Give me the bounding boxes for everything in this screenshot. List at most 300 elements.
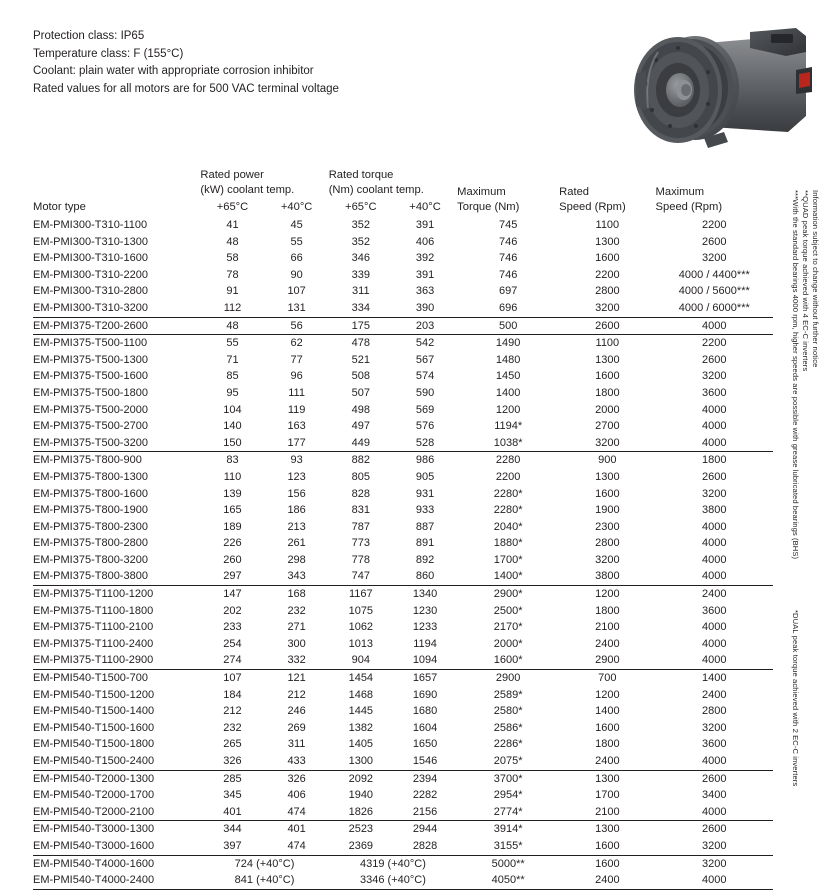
cell-value: 150 xyxy=(223,436,242,449)
table-row xyxy=(33,619,773,636)
cell-value: 107 xyxy=(200,670,264,687)
cell-motor-type: EM-PMI375-T500-1600 xyxy=(33,370,148,383)
cell-value: 156 xyxy=(287,487,306,500)
cell-value: 1480 xyxy=(495,353,521,366)
cell-value: 93 xyxy=(265,452,329,469)
table-row xyxy=(33,385,773,402)
cell-value: 213 xyxy=(287,520,306,533)
cell-value: 986 xyxy=(393,452,457,469)
cell-value: 1400* xyxy=(493,570,523,583)
cell-value: 1546 xyxy=(412,755,438,767)
cell-motor-type: EM-PMI375-T800-1300 xyxy=(33,470,148,483)
table-row xyxy=(33,821,773,838)
cell-value: 3200 xyxy=(656,855,773,872)
cell-value: 2900* xyxy=(457,586,559,603)
motor-specification-table xyxy=(33,168,773,890)
cell-value: 110 xyxy=(223,470,242,483)
cell-value: 41 xyxy=(226,219,239,231)
cell-value: 1445 xyxy=(348,705,374,718)
cell-value: 2944 xyxy=(393,821,457,838)
cell-value: 123 xyxy=(287,470,306,483)
cell-motor-type: EM-PMI540-T3000-1600 xyxy=(33,839,155,852)
cell-value: 4000 xyxy=(702,654,727,667)
cell-value: 1300 xyxy=(559,770,655,787)
cell-value: 352 xyxy=(351,219,370,231)
cell-value: 2200 xyxy=(656,335,773,352)
cell-value: 392 xyxy=(415,252,435,265)
cell-value: 497 xyxy=(351,420,370,433)
table-row xyxy=(33,250,773,267)
cell-value: 1700 xyxy=(595,789,620,802)
cell-motor-type: EM-PMI300-T310-1600 xyxy=(33,252,148,265)
table-row xyxy=(33,217,773,234)
table-row xyxy=(33,418,773,435)
cell-value: 406 xyxy=(287,789,306,802)
cell-value: 78 xyxy=(226,268,239,281)
table-row xyxy=(33,568,773,585)
cell-motor-type: EM-PMI375-T1100-1200 xyxy=(33,586,200,603)
cell-value: 1233 xyxy=(412,621,438,634)
cell-value: 1826 xyxy=(348,805,374,818)
cell-value: 83 xyxy=(200,452,264,469)
cell-value: 1400 xyxy=(495,386,521,399)
table-row xyxy=(33,469,773,486)
cell-value: 1194* xyxy=(494,420,523,433)
cell-value: 2600 xyxy=(702,353,727,366)
cell-value: 1600* xyxy=(493,654,523,667)
cell-value: 574 xyxy=(415,370,435,383)
cell-value: 500 xyxy=(457,317,559,335)
table-row xyxy=(33,267,773,284)
cell-motor-type: EM-PMI375-T1100-2100 xyxy=(33,621,154,634)
table-row xyxy=(33,283,773,300)
cell-value: 4000 xyxy=(702,621,727,634)
table-row xyxy=(33,855,773,872)
cell-value: 828 xyxy=(351,487,370,500)
cell-value: 1700* xyxy=(493,553,523,566)
cell-value: 45 xyxy=(290,219,303,231)
cell-value: 119 xyxy=(287,403,306,416)
cell-value: 147 xyxy=(200,586,264,603)
cell-value: 521 xyxy=(351,353,370,366)
cell-motor-type: EM-PMI375-T500-2000 xyxy=(33,403,148,416)
col-maximum-torque: Maximum Torque (Nm) xyxy=(457,186,520,213)
cell-value: 860 xyxy=(415,570,435,583)
cell-value: 2100 xyxy=(595,621,620,634)
cell-value: 697 xyxy=(498,285,518,298)
cell-value: 478 xyxy=(329,335,393,352)
cell-motor-type: EM-PMI540-T2000-1300 xyxy=(33,770,200,787)
cell-value: 165 xyxy=(223,504,242,517)
cell-value: 2000* xyxy=(493,637,523,650)
cell-value: 2580* xyxy=(493,705,523,718)
cell-value: 91 xyxy=(226,285,239,298)
cell-value: 4000 / 6000*** xyxy=(678,301,750,314)
cell-value: 345 xyxy=(223,789,242,802)
col-motor-type: Motor type xyxy=(33,201,86,213)
side-note-triple-star: ***With the standard bearings 4000 rpm, higher speeds are possible with grease lubricated bearings (BHS) xyxy=(791,190,800,560)
cell-value: 391 xyxy=(415,268,435,281)
cell-value: 433 xyxy=(287,755,306,767)
cell-value: 2282 xyxy=(412,789,438,802)
cell-value: 401 xyxy=(265,821,329,838)
cell-value: 2369 xyxy=(348,839,374,852)
cell-value: 175 xyxy=(329,317,393,335)
cell-value: 1800 xyxy=(595,738,620,751)
cell-value: 892 xyxy=(415,553,435,566)
cell-value: 55 xyxy=(200,335,264,352)
cell-motor-type: EM-PMI540-T2000-1700 xyxy=(33,789,155,802)
cell-value: 261 xyxy=(287,537,306,550)
cell-motor-type: EM-PMI375-T800-2800 xyxy=(33,537,148,550)
cell-value: 3200 xyxy=(595,301,620,314)
note-protection-class: Protection class: IP65 xyxy=(33,30,145,42)
cell-value: 3600 xyxy=(702,738,727,751)
cell-motor-type: EM-PMI300-T310-2800 xyxy=(33,285,148,298)
cell-value: 3600 xyxy=(702,604,727,617)
cell-value: 344 xyxy=(200,821,264,838)
cell-value: 1600 xyxy=(595,370,620,383)
cell-value: 5000** xyxy=(457,855,559,872)
cell-value: 528 xyxy=(415,436,435,449)
cell-value: 2200 xyxy=(702,219,727,231)
cell-value: 95 xyxy=(226,386,239,399)
cell-value: 1657 xyxy=(393,670,457,687)
cell-value: 778 xyxy=(351,553,370,566)
col-rated-speed: Rated Speed (Rpm) xyxy=(559,186,626,213)
cell-value: 805 xyxy=(351,470,370,483)
cell-motor-type: EM-PMI375-T800-1600 xyxy=(33,487,148,500)
cell-value: 746 xyxy=(498,235,518,248)
cell-value: 2100 xyxy=(595,805,620,818)
cell-value: 4000 xyxy=(702,805,727,818)
side-note-single-star: *DUAL peak torque achieved with 2 EC-C inverters xyxy=(791,610,800,787)
cell-value: 66 xyxy=(290,252,303,265)
cell-motor-type: EM-PMI375-T500-1100 xyxy=(33,335,200,352)
cell-value: 390 xyxy=(415,301,435,314)
cell-value: 1600 xyxy=(595,487,620,500)
cell-value: 2600 xyxy=(559,317,655,335)
cell-value: 2280* xyxy=(493,504,523,517)
cell-value: 696 xyxy=(498,301,518,314)
cell-value: 311 xyxy=(352,285,370,298)
cell-value: 4000 xyxy=(702,755,727,767)
cell-value: 1100 xyxy=(595,219,620,231)
cell-value: 232 xyxy=(287,604,306,617)
cell-value: 2092 xyxy=(329,770,393,787)
cell-motor-type: EM-PMI540-T1500-1200 xyxy=(33,688,155,701)
cell-motor-type: EM-PMI375-T800-3800 xyxy=(33,570,148,583)
cell-value: 567 xyxy=(415,353,435,366)
cell-value: 1038* xyxy=(493,436,523,449)
cell-value: 189 xyxy=(223,520,242,533)
cell-value: 177 xyxy=(287,436,306,449)
cell-value: 202 xyxy=(223,604,242,617)
cell-value: 168 xyxy=(265,586,329,603)
col-rated-power: Rated power (kW) coolant temp. xyxy=(200,169,295,196)
cell-value: 2170* xyxy=(493,621,523,634)
cell-value: 1405 xyxy=(348,738,374,751)
cell-value: 163 xyxy=(287,420,306,433)
cell-value: 590 xyxy=(415,386,435,399)
electric-motor-photo xyxy=(600,22,815,157)
cell-value: 904 xyxy=(351,654,370,667)
cell-value: 1454 xyxy=(329,670,393,687)
cell-value: 1075 xyxy=(348,604,374,617)
cell-value: 2400 xyxy=(595,755,620,767)
cell-value: 2900 xyxy=(457,670,559,687)
cell-value: 508 xyxy=(351,370,370,383)
cell-value: 2000 xyxy=(595,403,620,416)
cell-value: 260 xyxy=(223,553,242,566)
side-note-double-star: **QUAD peak torque achieved with 4 EC-C inverters xyxy=(801,190,810,372)
table-row xyxy=(33,670,773,687)
cell-value: 474 xyxy=(287,839,306,852)
cell-value: 746 xyxy=(498,268,518,281)
cell-value: 326 xyxy=(265,770,329,787)
cell-motor-type: EM-PMI375-T500-1300 xyxy=(33,353,148,366)
cell-value: 2394 xyxy=(393,770,457,787)
cell-value: 882 xyxy=(329,452,393,469)
table-row xyxy=(33,770,773,787)
table-row xyxy=(33,519,773,536)
cell-value: 246 xyxy=(287,705,306,718)
cell-value: 1800 xyxy=(595,604,620,617)
cell-value: 887 xyxy=(415,520,435,533)
col-rated-torque: Rated torque (Nm) coolant temp. xyxy=(328,169,424,196)
cell-value: 2156 xyxy=(412,805,438,818)
cell-value: 3400 xyxy=(702,789,727,802)
cell-value: 569 xyxy=(415,403,435,416)
cell-value: 4000 xyxy=(656,317,773,335)
cell-value: 4319 (+40°C) xyxy=(329,855,457,872)
cell-value: 3346 (+40°C) xyxy=(329,872,457,889)
cell-value: 841 (+40°C) xyxy=(200,872,328,889)
cell-value: 745 xyxy=(498,219,518,231)
cell-motor-type: EM-PMI375-T500-3200 xyxy=(33,436,148,449)
cell-value: 104 xyxy=(223,403,242,416)
cell-value: 498 xyxy=(351,403,370,416)
cell-value: 4000 xyxy=(702,570,727,583)
cell-value: 2800 xyxy=(595,537,620,550)
table-row xyxy=(33,234,773,251)
cell-value: 271 xyxy=(287,621,306,634)
cell-value: 576 xyxy=(415,420,435,433)
cell-motor-type: EM-PMI540-T1500-1400 xyxy=(33,705,155,718)
cell-value: 3155* xyxy=(493,839,523,852)
cell-value: 1600 xyxy=(595,839,620,852)
cell-value: 1800 xyxy=(595,386,620,399)
cell-value: 474 xyxy=(287,805,306,818)
table-row xyxy=(33,435,773,452)
cell-value: 48 xyxy=(226,235,239,248)
cell-value: 346 xyxy=(351,252,370,265)
cell-value: 48 xyxy=(200,317,264,335)
cell-value: 1200 xyxy=(595,688,620,701)
cell-value: 787 xyxy=(351,520,370,533)
cell-value: 900 xyxy=(559,452,655,469)
cell-value: 1194 xyxy=(413,637,437,650)
table-row xyxy=(33,586,773,603)
note-coolant: Coolant: plain water with appropriate corrosion inhibitor xyxy=(33,65,314,77)
cell-value: 112 xyxy=(223,301,242,314)
cell-motor-type: EM-PMI375-T800-2300 xyxy=(33,520,148,533)
cell-value: 4000 / 4400*** xyxy=(678,268,750,281)
cell-value: 2600 xyxy=(702,235,727,248)
side-note-info: Information subject to change without further notice xyxy=(811,190,820,368)
cell-value: 4000 xyxy=(702,637,727,650)
cell-value: 2523 xyxy=(329,821,393,838)
cell-value: 406 xyxy=(415,235,435,248)
cell-value: 2280 xyxy=(457,452,559,469)
cell-value: 1167 xyxy=(329,586,393,603)
table-row xyxy=(33,804,773,821)
cell-value: 4000 xyxy=(702,520,727,533)
cell-value: 1400 xyxy=(656,670,773,687)
cell-value: 2600 xyxy=(656,821,773,838)
cell-value: 2828 xyxy=(412,839,438,852)
cell-value: 107 xyxy=(287,285,306,298)
subcol-power-40c: +40°C xyxy=(280,201,313,213)
cell-value: 254 xyxy=(223,637,242,650)
cell-motor-type: EM-PMI540-T1500-1600 xyxy=(33,721,155,734)
cell-value: 55 xyxy=(290,235,303,248)
cell-motor-type: EM-PMI540-T1500-1800 xyxy=(33,738,155,751)
cell-motor-type: EM-PMI540-T3000-1300 xyxy=(33,821,200,838)
cell-value: 2200 xyxy=(495,470,521,483)
cell-value: 274 xyxy=(223,654,242,667)
cell-motor-type: EM-PMI540-T1500-700 xyxy=(33,670,200,687)
cell-value: 401 xyxy=(223,805,242,818)
cell-value: 1680 xyxy=(412,705,438,718)
cell-value: 4000 xyxy=(702,420,727,433)
cell-value: 3200 xyxy=(595,553,620,566)
cell-value: 56 xyxy=(265,317,329,335)
cell-motor-type: EM-PMI375-T800-3200 xyxy=(33,553,148,566)
cell-value: 131 xyxy=(287,301,306,314)
cell-value: 121 xyxy=(265,670,329,687)
cell-value: 334 xyxy=(351,301,370,314)
cell-value: 3200 xyxy=(702,252,727,265)
cell-value: 2400 xyxy=(656,586,773,603)
table-row xyxy=(33,703,773,720)
cell-value: 1400 xyxy=(595,705,620,718)
cell-value: 352 xyxy=(351,235,370,248)
subcol-power-65c: +65°C xyxy=(216,201,249,213)
table-row xyxy=(33,452,773,469)
side-notes xyxy=(791,190,826,850)
cell-value: 332 xyxy=(287,654,306,667)
cell-value: 1880* xyxy=(493,537,523,550)
table-row xyxy=(33,317,773,335)
cell-value: 1382 xyxy=(348,721,374,734)
cell-value: 1300 xyxy=(595,353,620,366)
cell-value: 2400 xyxy=(559,872,655,889)
cell-value: 2900 xyxy=(595,654,620,667)
cell-value: 186 xyxy=(287,504,306,517)
table-header-row-1 xyxy=(33,168,773,200)
cell-value: 724 (+40°C) xyxy=(200,855,328,872)
cell-value: 1300 xyxy=(348,755,374,767)
table-row xyxy=(33,787,773,804)
cell-value: 3914* xyxy=(457,821,559,838)
cell-value: 3200 xyxy=(595,436,620,449)
cell-motor-type: EM-PMI375-T200-2600 xyxy=(33,317,200,335)
cell-motor-type: EM-PMI540-T4000-1600 xyxy=(33,855,200,872)
cell-value: 1450 xyxy=(495,370,521,383)
cell-value: 4000 xyxy=(656,872,773,889)
cell-value: 2800 xyxy=(595,285,620,298)
cell-value: 542 xyxy=(393,335,457,352)
cell-value: 2280* xyxy=(493,487,523,500)
cell-value: 2500* xyxy=(493,604,523,617)
cell-value: 449 xyxy=(351,436,370,449)
cell-value: 1230 xyxy=(412,604,438,617)
cell-value: 2589* xyxy=(493,688,523,701)
cell-value: 933 xyxy=(415,504,435,517)
cell-value: 233 xyxy=(223,621,242,634)
cell-value: 747 xyxy=(351,570,370,583)
table-row xyxy=(33,502,773,519)
table-row xyxy=(33,352,773,369)
cell-motor-type: EM-PMI540-T1500-2400 xyxy=(33,755,155,767)
cell-value: 397 xyxy=(223,839,242,852)
cell-value: 773 xyxy=(351,537,370,550)
cell-value: 1600 xyxy=(559,855,655,872)
table-row xyxy=(33,300,773,317)
table-row xyxy=(33,486,773,503)
table-row xyxy=(33,552,773,569)
subcol-torque-65c: +65°C xyxy=(345,201,377,213)
table-row xyxy=(33,838,773,855)
cell-value: 4000 xyxy=(702,537,727,550)
cell-value: 2286* xyxy=(493,738,523,751)
cell-motor-type: EM-PMI540-T2000-2100 xyxy=(33,805,155,818)
cell-value: 1340 xyxy=(393,586,457,603)
cell-value: 111 xyxy=(288,386,305,399)
cell-motor-type: EM-PMI375-T800-1900 xyxy=(33,504,148,517)
cell-value: 1300 xyxy=(595,235,620,248)
cell-value: 85 xyxy=(226,370,239,383)
table-row xyxy=(33,872,773,889)
cell-value: 1940 xyxy=(348,789,374,802)
cell-value: 2400 xyxy=(702,688,727,701)
note-rated-values: Rated values for all motors are for 500 VAC terminal voltage xyxy=(33,82,339,95)
cell-value: 339 xyxy=(351,268,370,281)
cell-value: 1013 xyxy=(348,637,374,650)
cell-value: 1690 xyxy=(412,688,438,701)
cell-value: 62 xyxy=(265,335,329,352)
cell-value: 2954* xyxy=(493,789,523,802)
subcol-torque-40c: +40°C xyxy=(409,201,441,213)
cell-value: 1300 xyxy=(595,470,620,483)
cell-value: 4000 xyxy=(702,436,727,449)
cell-motor-type: EM-PMI300-T310-3200 xyxy=(33,301,148,314)
cell-value: 2400 xyxy=(595,637,620,650)
table-row xyxy=(33,603,773,620)
cell-motor-type: EM-PMI300-T310-2200 xyxy=(33,268,148,281)
cell-motor-type: EM-PMI375-T1100-1800 xyxy=(33,604,154,617)
cell-value: 3700* xyxy=(457,770,559,787)
cell-value: 285 xyxy=(200,770,264,787)
cell-motor-type: EM-PMI375-T1100-2900 xyxy=(33,654,154,667)
cell-value: 746 xyxy=(498,252,518,265)
cell-value: 96 xyxy=(290,370,303,383)
cell-value: 1800 xyxy=(656,452,773,469)
cell-value: 184 xyxy=(223,688,242,701)
table-row xyxy=(33,535,773,552)
cell-value: 1600 xyxy=(595,252,620,265)
